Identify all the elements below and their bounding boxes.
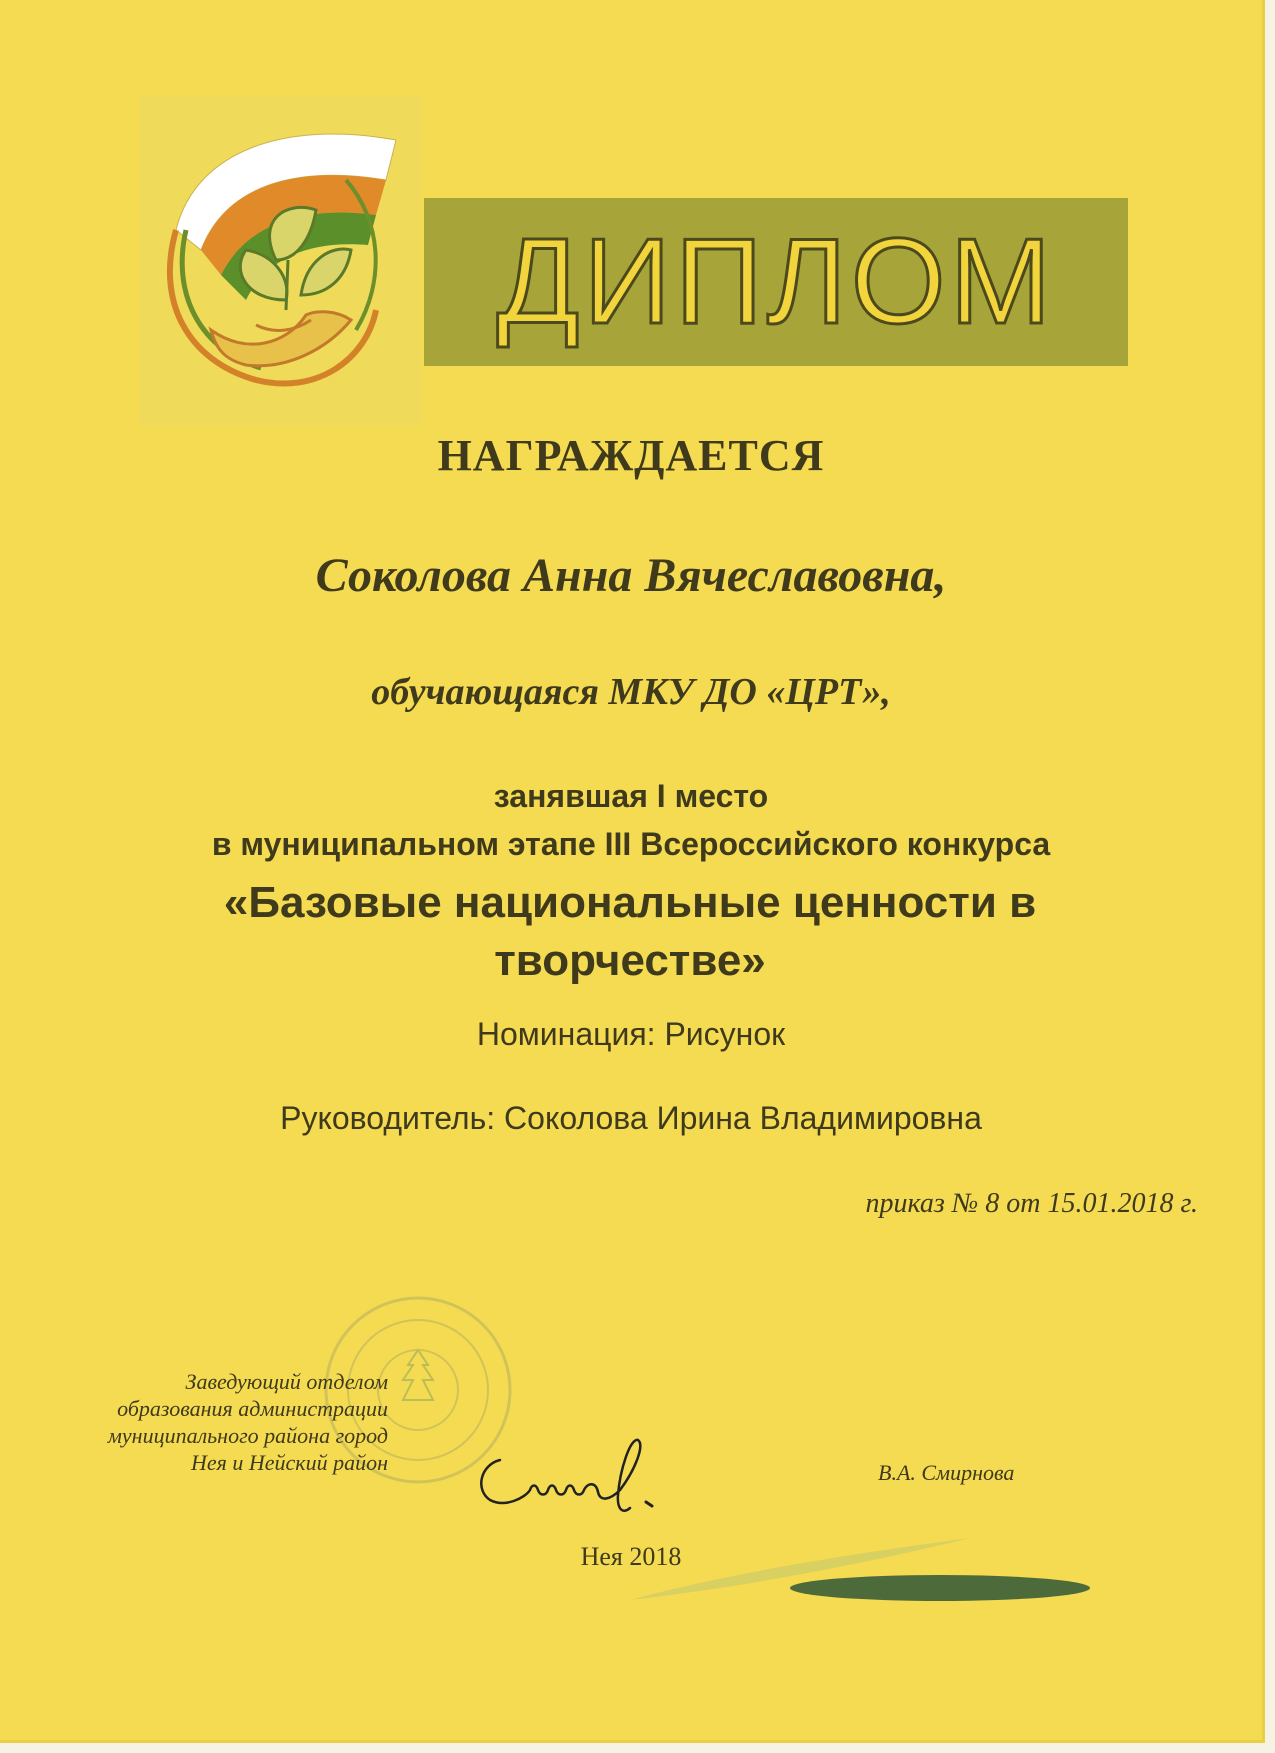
signatory-name: В.А. Смирнова xyxy=(878,1460,1015,1485)
awarded-heading: НАГРАЖДАЕТСЯ xyxy=(437,431,825,480)
flag-hands-sprout-icon xyxy=(136,110,436,410)
signatory-position: Заведующий отделом образования администрации муниципального района город Нея и Нейский район xyxy=(107,1369,388,1475)
supervisor: Руководитель: Соколова Ирина Владимировна xyxy=(280,1100,982,1136)
title-band xyxy=(424,198,1128,366)
nomination: Номинация: Рисунок xyxy=(476,1016,786,1052)
achievement: занявшая I место xyxy=(493,778,769,814)
competition-stage: в муниципальном этапе III Всероссийского конкурса xyxy=(211,826,1051,862)
city-year: Нея 2018 xyxy=(580,1542,682,1571)
decorative-swoosh xyxy=(620,1530,1100,1610)
diploma-title: ДИПЛОМ xyxy=(496,213,1056,349)
competition-name: «Базовые национальные ценности в творчестве» xyxy=(223,878,1037,985)
order-reference: приказ № 8 от 15.01.2018 г. xyxy=(865,1188,1198,1219)
signature xyxy=(470,1420,690,1530)
recipient-role: обучающаяся МКУ ДО «ЦРТ», xyxy=(371,671,891,713)
recipient-name: Соколова Анна Вячеславовна, xyxy=(315,549,947,602)
